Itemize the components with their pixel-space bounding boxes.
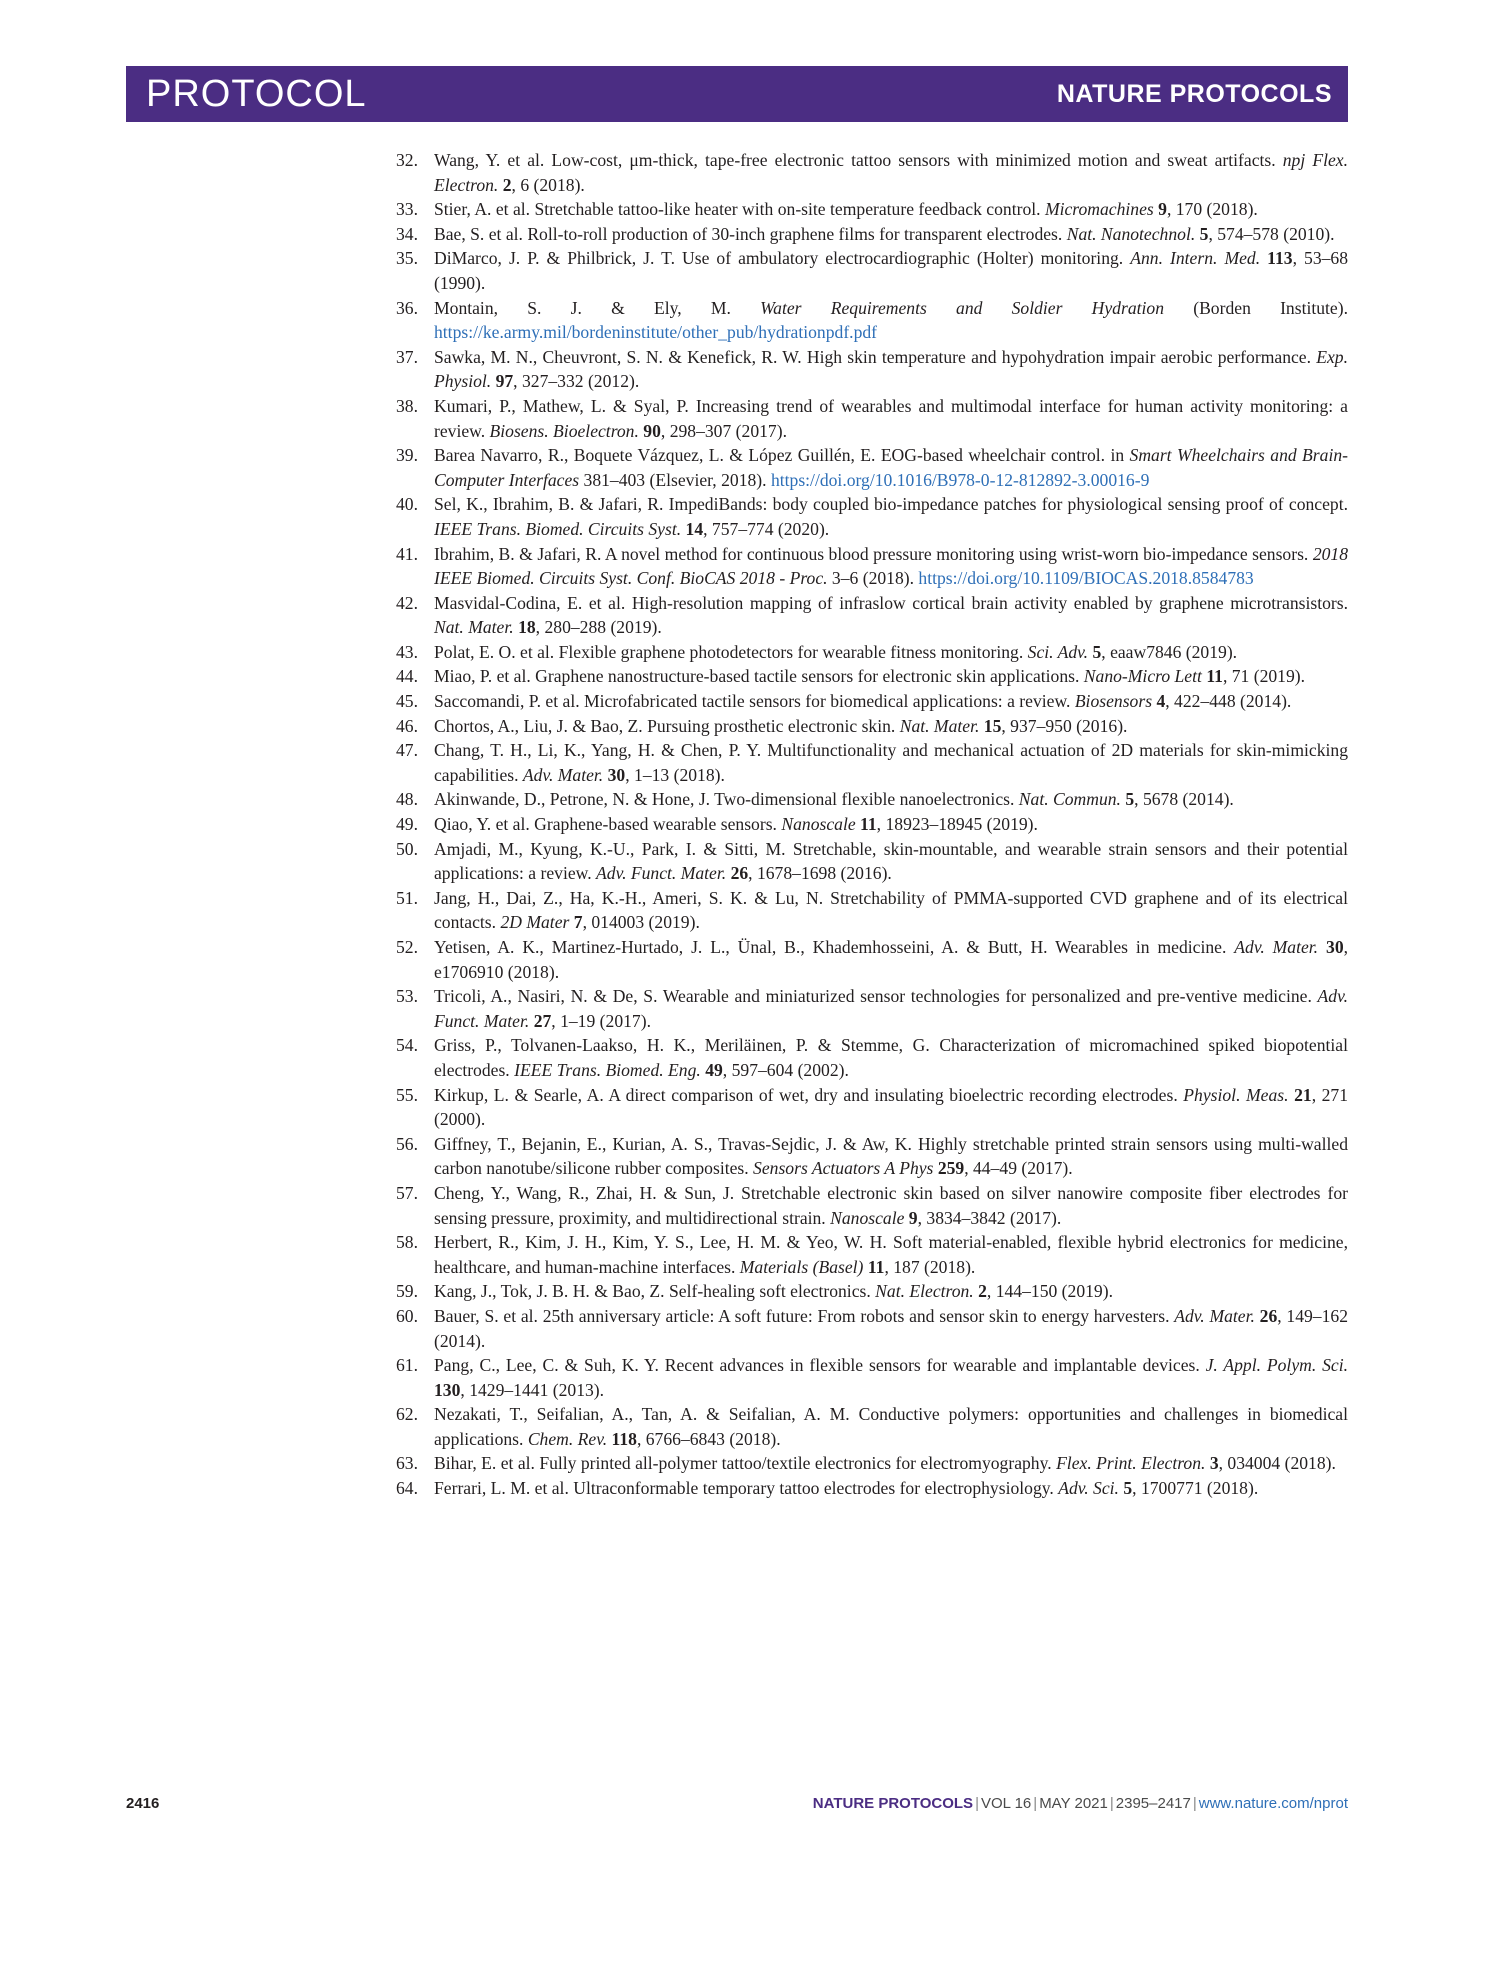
reference-item bbox=[396, 664, 1348, 689]
reference-number: 56. bbox=[396, 1133, 418, 1154]
reference-item bbox=[396, 1402, 1348, 1451]
reference-volume: 18 bbox=[518, 617, 536, 638]
reference-item bbox=[396, 394, 1348, 443]
reference-number: 34. bbox=[396, 223, 418, 244]
reference-number: 35. bbox=[396, 248, 418, 269]
reference-text: Kirkup, L. & Searle, A. A direct comparison of wet, dry and insulating bioelectric recording electrodes. bbox=[434, 1084, 1184, 1105]
reference-number: 58. bbox=[396, 1232, 418, 1253]
reference-item bbox=[396, 197, 1348, 222]
reference-volume: 21 bbox=[1294, 1084, 1312, 1105]
reference-journal: Physiol. Meas. bbox=[1183, 1084, 1289, 1105]
reference-text: Bauer, S. et al. 25th anniversary article: A soft future: From robots and sensor skin to energy harvesters. bbox=[434, 1305, 1175, 1326]
reference-journal: Adv. Mater. bbox=[1234, 937, 1319, 957]
reference-journal: J. Appl. Polym. Sci. bbox=[1205, 1355, 1348, 1376]
reference-item bbox=[396, 443, 1348, 492]
reference-volume: 113 bbox=[1267, 248, 1293, 269]
reference-text: Giffney, T., Bejanin, E., Kurian, A. S., Travas-Sejdic, J. & Aw, K. Highly stretchable printed strain sensors using multi-walled carbon nanotube/silicone rubber composites. bbox=[434, 1133, 1348, 1179]
reference-details: , 6766–6843 (2018). bbox=[636, 1428, 781, 1449]
reference-volume: 5 bbox=[1125, 789, 1135, 810]
reference-details: , 18923–18945 (2019). bbox=[876, 814, 1038, 835]
reference-journal: Nat. Mater. bbox=[899, 715, 980, 736]
reference-journal: Nat. Mater. bbox=[434, 617, 514, 638]
reference-details: 3–6 (2018). bbox=[827, 568, 919, 589]
reference-text: Stier, A. et al. Stretchable tattoo-like heater with on-site temperature feedback control. bbox=[434, 199, 1045, 220]
reference-journal: Adv. Funct. Mater. bbox=[434, 986, 1348, 1031]
reference-volume: 3 bbox=[1209, 1453, 1219, 1474]
reference-link[interactable]: https://ke.army.mil/bordeninstitute/other_pub/hydrationpdf.pdf bbox=[434, 322, 878, 343]
reference-number: 48. bbox=[396, 789, 418, 810]
reference-volume: 5 bbox=[1092, 641, 1102, 662]
reference-text: Griss, P., Tolvanen-Laakso, H. K., Meriläinen, P. & Stemme, G. Characterization of micromachined spiked biopotential electrodes. bbox=[434, 1035, 1348, 1080]
reference-details: , 937–950 (2016). bbox=[1001, 715, 1128, 736]
reference-journal: 2018 IEEE Biomed. Circuits Syst. Conf. BioCAS 2018 - Proc. bbox=[434, 543, 1348, 589]
section-label: PROTOCOL bbox=[146, 73, 367, 115]
reference-number: 54. bbox=[396, 1035, 418, 1056]
reference-text: Amjadi, M., Kyung, K.-U., Park, I. & Sitti, M. Stretchable, skin-mountable, and wearable strain sensors and their potential applications: a review. bbox=[434, 838, 1348, 884]
reference-text: Herbert, R., Kim, J. H., Kim, Y. S., Lee, H. M. & Yeo, W. H. Soft material-enabled, flexible hybrid electronics for medicine, healthcare, and human-machine interfaces. bbox=[434, 1232, 1348, 1277]
reference-number: 39. bbox=[396, 445, 418, 466]
reference-journal: Exp. Physiol. bbox=[434, 346, 1348, 392]
reference-volume: 259 bbox=[937, 1158, 965, 1179]
reference-item bbox=[396, 246, 1348, 295]
reference-item bbox=[396, 640, 1348, 665]
reference-number: 55. bbox=[396, 1084, 418, 1105]
reference-details: , 327–332 (2012). bbox=[513, 371, 640, 392]
reference-journal: Flex. Print. Electron. bbox=[1056, 1453, 1206, 1474]
reference-number: 43. bbox=[396, 641, 418, 662]
reference-details: , 53–68 (1990). bbox=[434, 248, 1348, 293]
reference-text: Qiao, Y. et al. Graphene-based wearable sensors. bbox=[434, 814, 782, 835]
reference-text: Chang, T. H., Li, K., Yang, H. & Chen, P. Y. Multifunctionality and mechanical actuation of 2D materials for skin-mimicking capabilities. bbox=[434, 740, 1348, 785]
reference-item bbox=[396, 1181, 1348, 1230]
reference-item bbox=[396, 148, 1348, 197]
reference-number: 45. bbox=[396, 691, 418, 712]
reference-journal: Nat. Electron. bbox=[875, 1281, 974, 1302]
reference-text: Bihar, E. et al. Fully printed all-polymer tattoo/textile electronics for electromyography. bbox=[434, 1453, 1057, 1474]
reference-details: , 298–307 (2017). bbox=[660, 420, 787, 441]
reference-text: Kumari, P., Mathew, L. & Syal, P. Increasing trend of wearables and multimodal interface for human activity monitoring: a review. bbox=[434, 395, 1348, 441]
reference-item bbox=[396, 1230, 1348, 1279]
reference-number: 44. bbox=[396, 666, 418, 687]
reference-journal: Biosens. Bioelectron. bbox=[489, 420, 639, 441]
reference-details: , 3834–3842 (2017). bbox=[917, 1207, 1062, 1228]
reference-item bbox=[396, 1304, 1348, 1353]
reference-volume: 26 bbox=[730, 863, 749, 884]
reference-volume: 27 bbox=[533, 1010, 552, 1031]
reference-volume: 97 bbox=[495, 371, 514, 392]
reference-item bbox=[396, 1476, 1348, 1501]
reference-text: Ferrari, L. M. et al. Ultraconformable temporary tattoo electrodes for electrophysiology. bbox=[434, 1478, 1059, 1499]
reference-volume: 4 bbox=[1156, 691, 1166, 712]
reference-journal: Sensors Actuators A Phys bbox=[753, 1158, 934, 1179]
reference-journal: Nat. Commun. bbox=[1018, 789, 1121, 810]
reference-journal: Micromachines bbox=[1044, 199, 1154, 220]
reference-details: , 144–150 (2019). bbox=[986, 1281, 1113, 1302]
footer-journal: NATURE PROTOCOLS bbox=[812, 1795, 974, 1812]
reference-text: Jang, H., Dai, Z., Ha, K.-H., Ameri, S. K. & Lu, N. Stretchability of PMMA-supported CVD graphene and of its electrical contacts. bbox=[434, 887, 1348, 933]
reference-number: 40. bbox=[396, 494, 418, 515]
reference-text: Barea Navarro, R., Boquete Vázquez, L. & López Guillén, E. EOG-based wheelchair control. in bbox=[434, 445, 1130, 466]
reference-details: (Borden Institute). bbox=[1164, 297, 1348, 318]
reference-number: 62. bbox=[396, 1404, 418, 1425]
reference-number: 53. bbox=[396, 986, 418, 1007]
reference-number: 38. bbox=[396, 395, 418, 416]
footer-date: MAY 2021 bbox=[1039, 1795, 1108, 1812]
reference-journal: IEEE Trans. Biomed. Eng. bbox=[514, 1059, 701, 1080]
reference-number: 42. bbox=[396, 592, 418, 613]
reference-details: , 5678 (2014). bbox=[1134, 789, 1234, 810]
reference-item bbox=[396, 837, 1348, 886]
reference-item bbox=[396, 1353, 1348, 1402]
reference-number: 33. bbox=[396, 199, 418, 220]
reference-item bbox=[396, 296, 1348, 345]
reference-item bbox=[396, 1083, 1348, 1132]
reference-volume: 2 bbox=[978, 1281, 987, 1302]
reference-volume: 9 bbox=[1158, 199, 1167, 220]
footer-citation: NATURE PROTOCOLS | VOL 16 | MAY 2021 | 2395–2417 | www.nature.com/nprot bbox=[812, 1795, 1348, 1812]
reference-item bbox=[396, 492, 1348, 541]
reference-journal: Ann. Intern. Med. bbox=[1130, 248, 1261, 269]
reference-item bbox=[396, 542, 1348, 591]
reference-volume: 30 bbox=[607, 764, 626, 785]
reference-details: , 1678–1698 (2016). bbox=[748, 863, 892, 884]
reference-volume: 14 bbox=[685, 518, 704, 539]
reference-text: Montain, S. J. & Ely, M. bbox=[434, 297, 761, 318]
reference-journal: npj Flex. Electron. bbox=[434, 150, 1348, 195]
reference-text: Polat, E. O. et al. Flexible graphene photodetectors for wearable fitness monitoring. bbox=[434, 641, 1028, 662]
reference-journal: Smart Wheelchairs and Brain-Computer Interfaces bbox=[434, 445, 1348, 490]
reference-item bbox=[396, 984, 1348, 1033]
reference-number: 32. bbox=[396, 150, 418, 170]
reference-item bbox=[396, 886, 1348, 935]
reference-item bbox=[396, 689, 1348, 714]
reference-journal: IEEE Trans. Biomed. Circuits Syst. bbox=[434, 518, 682, 539]
footer-pages: 2395–2417 bbox=[1115, 1795, 1191, 1812]
reference-journal: Nanoscale bbox=[781, 814, 856, 835]
reference-text: Kang, J., Tok, J. B. H. & Bao, Z. Self-healing soft electronics. bbox=[434, 1281, 876, 1302]
reference-number: 60. bbox=[396, 1305, 418, 1326]
reference-journal: Nanoscale bbox=[830, 1207, 905, 1228]
reference-volume: 26 bbox=[1259, 1305, 1278, 1326]
reference-item bbox=[396, 591, 1348, 640]
reference-journal: Adv. Sci. bbox=[1058, 1478, 1119, 1499]
reference-text: Akinwande, D., Petrone, N. & Hone, J. Two-dimensional flexible nanoelectronics. bbox=[434, 789, 1019, 810]
reference-volume: 5 bbox=[1123, 1478, 1133, 1499]
reference-details: , 6 (2018). bbox=[511, 174, 585, 195]
page-header bbox=[126, 66, 1348, 122]
reference-journal: Chem. Rev. bbox=[527, 1428, 608, 1449]
reference-volume: 30 bbox=[1326, 937, 1344, 957]
reference-item bbox=[396, 714, 1348, 739]
reference-number: 46. bbox=[396, 715, 418, 736]
reference-journal: Biosensors bbox=[1074, 691, 1153, 712]
reference-number: 63. bbox=[396, 1453, 418, 1474]
reference-number: 51. bbox=[396, 887, 418, 908]
reference-details: , 1429–1441 (2013). bbox=[460, 1379, 605, 1400]
reference-text: DiMarco, J. P. & Philbrick, J. T. Use of ambulatory electrocardiographic (Holter) monitoring. bbox=[434, 248, 1131, 269]
reference-number: 59. bbox=[396, 1281, 418, 1302]
reference-text: Wang, Y. et al. Low-cost, μm-thick, tape-free electronic tattoo sensors with minimized motion and sweat artifacts. bbox=[434, 150, 1283, 170]
reference-text: Masvidal-Codina, E. et al. High-resolution mapping of infraslow cortical brain activity enabled by graphene microtransistors. bbox=[434, 592, 1348, 613]
reference-item bbox=[396, 1132, 1348, 1181]
reference-volume: 7 bbox=[573, 912, 583, 933]
reference-number: 61. bbox=[396, 1355, 418, 1376]
reference-details: , e1706910 (2018). bbox=[434, 937, 1349, 982]
reference-details: , 422–448 (2014). bbox=[1165, 691, 1292, 712]
reference-details: , 597–604 (2002). bbox=[722, 1059, 849, 1080]
reference-item bbox=[396, 738, 1348, 787]
reference-link[interactable]: https://doi.org/10.1109/BIOCAS.2018.8584783 bbox=[918, 568, 1254, 589]
reference-details: , 1–13 (2018). bbox=[625, 764, 725, 785]
reference-item bbox=[396, 222, 1348, 247]
reference-journal: 2D Mater bbox=[500, 912, 570, 933]
page-number: 2416 bbox=[126, 1795, 160, 1812]
reference-journal: Adv. Mater. bbox=[1174, 1305, 1255, 1326]
reference-journal: Nat. Nanotechnol. bbox=[1066, 223, 1196, 244]
reference-number: 50. bbox=[396, 838, 418, 859]
reference-journal: Water Requirements and Soldier Hydration bbox=[760, 297, 1164, 318]
reference-details: , 014003 (2019). bbox=[582, 912, 700, 933]
reference-text: Sawka, M. N., Cheuvront, S. N. & Kenefick, R. W. High skin temperature and hypohydration impair aerobic performance. bbox=[434, 346, 1317, 367]
reference-item bbox=[396, 935, 1348, 984]
reference-item bbox=[396, 812, 1348, 837]
reference-number: 57. bbox=[396, 1182, 418, 1203]
reference-volume: 90 bbox=[643, 420, 661, 441]
page-footer bbox=[126, 1795, 1348, 1819]
reference-item bbox=[396, 1451, 1348, 1476]
footer-volume: VOL 16 bbox=[980, 1795, 1032, 1812]
reference-volume: 15 bbox=[983, 715, 1002, 736]
reference-volume: 11 bbox=[867, 1256, 885, 1277]
reference-details: 381–403 (Elsevier, 2018). bbox=[579, 469, 771, 490]
reference-details: , 71 (2019). bbox=[1222, 666, 1306, 687]
reference-text: Chortos, A., Liu, J. & Bao, Z. Pursuing prosthetic electronic skin. bbox=[434, 715, 900, 736]
reference-volume: 9 bbox=[908, 1207, 918, 1228]
reference-number: 64. bbox=[396, 1478, 418, 1499]
reference-text: Cheng, Y., Wang, R., Zhai, H. & Sun, J. Stretchable electronic skin based on silver nanowire composite fiber electrodes for sensing pressure, proximity, and multidirectional strain. bbox=[434, 1182, 1348, 1228]
reference-number: 47. bbox=[396, 740, 418, 761]
reference-item bbox=[396, 787, 1348, 812]
reference-journal: Adv. Mater. bbox=[522, 764, 604, 785]
reference-details: , 170 (2018). bbox=[1166, 199, 1258, 220]
reference-volume: 118 bbox=[611, 1428, 637, 1449]
reference-text: Ibrahim, B. & Jafari, R. A novel method for continuous blood pressure monitoring using wrist-worn bio-impedance sensors. bbox=[434, 543, 1313, 564]
reference-link[interactable]: https://doi.org/10.1016/B978-0-12-812892-3.00016-9 bbox=[770, 469, 1150, 490]
reference-journal: Nano-Micro Lett bbox=[1083, 666, 1202, 687]
reference-details: , 280–288 (2019). bbox=[535, 617, 662, 638]
reference-list bbox=[396, 148, 1348, 1501]
reference-volume: 49 bbox=[705, 1059, 723, 1080]
reference-details: , 757–774 (2020). bbox=[703, 518, 830, 539]
reference-details: , 1700771 (2018). bbox=[1132, 1478, 1259, 1499]
reference-number: 52. bbox=[396, 937, 418, 957]
reference-text: Bae, S. et al. Roll-to-roll production of 30-inch graphene films for transparent electrodes. bbox=[434, 223, 1067, 244]
reference-item bbox=[396, 345, 1348, 394]
reference-details: , 1–19 (2017). bbox=[551, 1010, 651, 1031]
footer-url[interactable]: www.nature.com/nprot bbox=[1198, 1795, 1348, 1812]
reference-item bbox=[396, 1279, 1348, 1304]
reference-volume: 5 bbox=[1199, 223, 1209, 244]
reference-details: , 574–578 (2010). bbox=[1208, 223, 1335, 244]
reference-volume: 2 bbox=[502, 174, 512, 195]
reference-volume: 11 bbox=[1206, 666, 1223, 687]
reference-text: Sel, K., Ibrahim, B. & Jafari, R. ImpediBands: body coupled bio-impedance patches for physiological sensing proof of concept. bbox=[434, 494, 1348, 515]
reference-details: , 187 (2018). bbox=[884, 1256, 976, 1277]
reference-details: , eaaw7846 (2019). bbox=[1101, 641, 1238, 662]
reference-journal: Adv. Funct. Mater. bbox=[596, 863, 727, 884]
reference-details: , 149–162 (2014). bbox=[434, 1305, 1348, 1351]
reference-number: 37. bbox=[396, 346, 418, 367]
reference-number: 49. bbox=[396, 814, 418, 835]
reference-text: Nezakati, T., Seifalian, A., Tan, A. & Seifalian, A. M. Conductive polymers: opportunities and challenges in biomedical applications. bbox=[434, 1404, 1348, 1449]
reference-text: Tricoli, A., Nasiri, N. & De, S. Wearable and miniaturized sensor technologies for personalized and pre-ventive medicine. bbox=[434, 986, 1318, 1007]
reference-text: Pang, C., Lee, C. & Suh, K. Y. Recent advances in flexible sensors for wearable and implantable devices. bbox=[434, 1355, 1206, 1376]
reference-number: 41. bbox=[396, 543, 418, 564]
reference-journal: Sci. Adv. bbox=[1027, 641, 1089, 662]
reference-item bbox=[396, 1033, 1348, 1082]
reference-details: , 034004 (2018). bbox=[1218, 1453, 1336, 1474]
reference-text: Yetisen, A. K., Martinez-Hurtado, J. L., Ünal, B., Khademhosseini, A. & Butt, H. Wearables in medicine. bbox=[434, 937, 1235, 957]
reference-volume: 11 bbox=[860, 814, 877, 835]
reference-volume: 130 bbox=[434, 1379, 461, 1400]
reference-details: , 271 (2000). bbox=[434, 1084, 1349, 1130]
journal-name: NATURE PROTOCOLS bbox=[1056, 80, 1332, 108]
reference-journal: Materials (Basel) bbox=[739, 1256, 864, 1277]
reference-text: Miao, P. et al. Graphene nanostructure-based tactile sensors for electronic skin applications. bbox=[434, 666, 1084, 687]
reference-text: Saccomandi, P. et al. Microfabricated tactile sensors for biomedical applications: a review. bbox=[434, 691, 1075, 712]
reference-details: , 44–49 (2017). bbox=[964, 1158, 1073, 1179]
reference-number: 36. bbox=[396, 297, 418, 318]
